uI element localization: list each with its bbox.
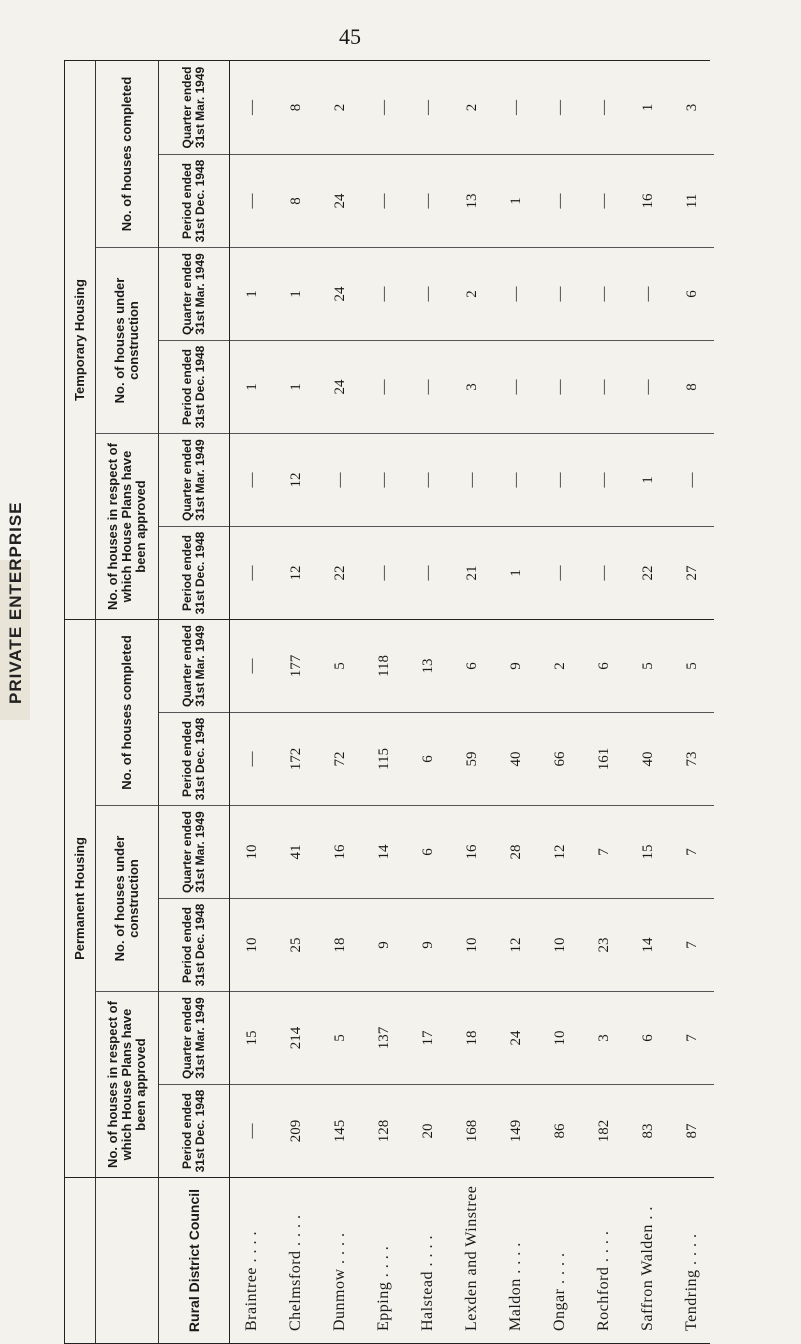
perm-construction-mar: 12: [538, 805, 582, 898]
temp-approved-mar: 12: [274, 433, 318, 526]
perm-approved-mar: 17: [406, 991, 450, 1084]
temp-construction-mar: 24: [318, 247, 362, 340]
temp-completed-header: No. of houses completed: [119, 76, 134, 232]
temp-approved-mar: —: [362, 433, 406, 526]
perm-approved-dec: 182: [582, 1084, 626, 1177]
table-row: [494, 61, 538, 1343]
temp-construction-dec: —: [626, 340, 670, 433]
district-name: Tendring . . . .: [670, 1177, 714, 1343]
table-row: [274, 61, 318, 1343]
temp-completed-dec: 13: [450, 154, 494, 247]
perm-construction-dec: 9: [362, 898, 406, 991]
temp-construction-header: No. of houses under construction: [96, 247, 158, 433]
temp-approved-mar: —: [450, 433, 494, 526]
perm-construction-dec: 7: [670, 898, 714, 991]
perm-completed-dec: 6: [406, 712, 450, 805]
period-mar-header: Quarter ended 31st Mar. 1949: [180, 66, 207, 149]
perm-completed-mar: 5: [670, 619, 714, 712]
table-row: [318, 61, 362, 1343]
temp-construction-mar: —: [362, 247, 406, 340]
perm-construction-mar: 10: [230, 805, 274, 898]
perm-construction-mar: 15: [626, 805, 670, 898]
district-name: Lexden and Winstree: [450, 1177, 494, 1343]
temp-construction-dec: 24: [318, 340, 362, 433]
period-dec-header: Period ended 31st Dec. 1948: [159, 898, 229, 991]
temp-approved-dec: —: [538, 526, 582, 619]
table-group-header-row: [64, 61, 96, 1343]
temp-completed-dec: 1: [494, 154, 538, 247]
temp-construction-mar: —: [494, 247, 538, 340]
temp-approved-dec: —: [582, 526, 626, 619]
perm-completed-mar: 6: [450, 619, 494, 712]
period-mar-header: Quarter ended 31st Mar. 1949: [159, 619, 229, 712]
district-name: Halstead . . . .: [406, 1177, 450, 1343]
temp-completed-dec: —: [230, 154, 274, 247]
temp-construction-dec: —: [582, 340, 626, 433]
temp-construction-mar: 2: [450, 247, 494, 340]
temp-completed-mar: 2: [331, 103, 348, 112]
perm-construction-mar: 6: [406, 805, 450, 898]
perm-completed-mar: 5: [318, 619, 362, 712]
perm-construction-dec: 18: [318, 898, 362, 991]
perm-approved-dec: 168: [450, 1084, 494, 1177]
table-period-header-row: [159, 61, 230, 1343]
temp-approved-dec: 21: [450, 526, 494, 619]
perm-completed-mar: —: [230, 619, 274, 712]
perm-approved-mar: 214: [274, 991, 318, 1084]
perm-completed-dec: 72: [318, 712, 362, 805]
perm-approved-mar: 18: [450, 991, 494, 1084]
temp-approved-mar: —: [318, 433, 362, 526]
temp-completed-mar: 3: [683, 103, 700, 112]
period-mar-header: Quarter ended 31st Mar. 1949: [159, 433, 229, 526]
temp-construction-dec: —: [538, 340, 582, 433]
temp-approved-dec: —: [406, 526, 450, 619]
perm-completed-mar: 118: [362, 619, 406, 712]
perm-approved-dec: 149: [494, 1084, 538, 1177]
district-name: Saffron Walden . .: [626, 1177, 670, 1343]
table-row: [362, 61, 406, 1343]
table-row: [538, 61, 582, 1343]
perm-construction-dec: 25: [274, 898, 318, 991]
temp-approved-mar: —: [406, 433, 450, 526]
temp-approved-mar: —: [582, 433, 626, 526]
temp-completed-mar: 2: [463, 103, 480, 112]
perm-construction-dec: 23: [582, 898, 626, 991]
perm-construction-dec: 9: [406, 898, 450, 991]
perm-construction-mar: 28: [494, 805, 538, 898]
perm-construction-mar: 41: [274, 805, 318, 898]
perm-completed-dec: 40: [494, 712, 538, 805]
perm-construction-mar: 7: [582, 805, 626, 898]
table-row: [450, 61, 494, 1343]
perm-approved-dec: 20: [406, 1084, 450, 1177]
perm-completed-dec: 40: [626, 712, 670, 805]
perm-approved-mar: 7: [670, 991, 714, 1084]
perm-completed-mar: 177: [274, 619, 318, 712]
temp-completed-mar: —: [243, 100, 260, 115]
perm-construction-mar: 7: [670, 805, 714, 898]
perm-construction-header: No. of houses under construction: [96, 805, 158, 991]
temp-completed-dec: —: [538, 154, 582, 247]
temp-completed-mar: —: [507, 100, 524, 115]
temp-construction-dec: —: [406, 340, 450, 433]
temp-approved-dec: 27: [670, 526, 714, 619]
period-dec-header: Period ended 31st Dec. 1948: [159, 154, 229, 247]
table-row: [626, 61, 670, 1343]
page-number: 45: [339, 24, 361, 49]
temp-completed-dec: —: [362, 154, 406, 247]
temp-completed-mar: —: [551, 100, 568, 115]
perm-approved-mar: 137: [362, 991, 406, 1084]
temp-construction-mar: 1: [230, 247, 274, 340]
temp-completed-mar: 1: [639, 103, 656, 112]
housing-table: [64, 60, 710, 1344]
perm-approved-dec: 83: [626, 1084, 670, 1177]
temp-construction-mar: 1: [274, 247, 318, 340]
temp-construction-dec: 1: [230, 340, 274, 433]
temp-construction-dec: 3: [450, 340, 494, 433]
perm-completed-mar: 5: [626, 619, 670, 712]
temp-construction-mar: —: [538, 247, 582, 340]
perm-approved-mar: 10: [538, 991, 582, 1084]
period-mar-header: Quarter ended 31st Mar. 1949: [159, 991, 229, 1084]
table-subgroup-header-row: [96, 61, 159, 1343]
temp-completed-dec: —: [406, 154, 450, 247]
district-name: Ongar . . . .: [538, 1177, 582, 1343]
perm-approved-mar: 6: [626, 991, 670, 1084]
temp-construction-mar: —: [406, 247, 450, 340]
perm-approved-dec: 86: [538, 1084, 582, 1177]
temp-construction-dec: 8: [670, 340, 714, 433]
perm-approved-header: No. of houses in respect of which House Plans have been approved: [96, 991, 158, 1177]
period-mar-header: Quarter ended 31st Mar. 1949: [159, 247, 229, 340]
temp-completed-dec: 8: [274, 154, 318, 247]
perm-construction-mar: 16: [450, 805, 494, 898]
perm-completed-dec: 59: [450, 712, 494, 805]
temp-approved-dec: 22: [626, 526, 670, 619]
perm-completed-mar: 9: [494, 619, 538, 712]
temp-completed-mar: —: [375, 100, 392, 115]
district-name: Braintree . . . .: [230, 1177, 274, 1343]
district-name: Epping . . . .: [362, 1177, 406, 1343]
district-name: Rochford . . . .: [582, 1177, 626, 1343]
temp-completed-mar: —: [419, 100, 436, 115]
perm-approved-dec: —: [230, 1084, 274, 1177]
district-name: Maldon . . . .: [494, 1177, 538, 1343]
perm-approved-mar: 5: [318, 991, 362, 1084]
perm-completed-dec: 161: [582, 712, 626, 805]
temp-construction-dec: 1: [274, 340, 318, 433]
temp-construction-mar: —: [582, 247, 626, 340]
table-row: [670, 61, 714, 1343]
temporary-housing-header: Temporary Housing: [72, 279, 87, 401]
temp-completed-dec: 16: [626, 154, 670, 247]
period-dec-header: Period ended 31st Dec. 1948: [159, 526, 229, 619]
temp-completed-dec: 24: [318, 154, 362, 247]
perm-construction-dec: 10: [538, 898, 582, 991]
perm-construction-mar: 16: [318, 805, 362, 898]
perm-construction-dec: 14: [626, 898, 670, 991]
table-row: [230, 61, 274, 1343]
period-dec-header: Period ended 31st Dec. 1948: [159, 1084, 229, 1177]
district-name: Dunmow . . . .: [318, 1177, 362, 1343]
rdc-header: Rural District Council: [159, 1177, 229, 1343]
district-name: Chelmsford . . . .: [274, 1177, 318, 1343]
temp-completed-mar: —: [595, 100, 612, 115]
perm-approved-mar: 24: [494, 991, 538, 1084]
perm-completed-mar: 6: [582, 619, 626, 712]
temp-completed-mar: 8: [287, 103, 304, 112]
permanent-housing-header: Permanent Housing: [65, 619, 95, 1177]
perm-completed-dec: 66: [538, 712, 582, 805]
edge-label: PRIVATE ENTERPRISE: [6, 501, 25, 704]
temp-approved-dec: —: [230, 526, 274, 619]
temp-approved-mar: 1: [626, 433, 670, 526]
perm-completed-mar: 2: [538, 619, 582, 712]
temp-construction-dec: —: [362, 340, 406, 433]
temp-approved-dec: 22: [318, 526, 362, 619]
table-body: [230, 61, 714, 1343]
period-dec-header: Period ended 31st Dec. 1948: [159, 340, 229, 433]
perm-approved-dec: 87: [670, 1084, 714, 1177]
perm-construction-dec: 12: [494, 898, 538, 991]
perm-approved-dec: 128: [362, 1084, 406, 1177]
temp-construction-dec: —: [494, 340, 538, 433]
perm-construction-dec: 10: [450, 898, 494, 991]
temp-construction-mar: 6: [670, 247, 714, 340]
temp-approved-mar: —: [230, 433, 274, 526]
temp-approved-mar: —: [494, 433, 538, 526]
perm-approved-dec: 209: [274, 1084, 318, 1177]
perm-completed-dec: 73: [670, 712, 714, 805]
perm-approved-mar: 3: [582, 991, 626, 1084]
perm-construction-mar: 14: [362, 805, 406, 898]
perm-approved-mar: 15: [230, 991, 274, 1084]
perm-construction-dec: 10: [230, 898, 274, 991]
temp-approved-dec: —: [362, 526, 406, 619]
table-row: [406, 61, 450, 1343]
perm-completed-header: No. of houses completed: [96, 619, 158, 805]
perm-completed-dec: 115: [362, 712, 406, 805]
perm-completed-dec: —: [230, 712, 274, 805]
temp-approved-mar: —: [670, 433, 714, 526]
perm-completed-mar: 13: [406, 619, 450, 712]
temp-construction-mar: —: [626, 247, 670, 340]
period-mar-header: Quarter ended 31st Mar. 1949: [159, 805, 229, 898]
temp-approved-dec: 1: [494, 526, 538, 619]
perm-completed-dec: 172: [274, 712, 318, 805]
temp-completed-dec: 11: [670, 154, 714, 247]
temp-completed-dec: —: [582, 154, 626, 247]
temp-approved-dec: 12: [274, 526, 318, 619]
temp-approved-header: No. of houses in respect of which House Plans have been approved: [96, 433, 158, 619]
perm-approved-dec: 145: [318, 1084, 362, 1177]
temp-approved-mar: —: [538, 433, 582, 526]
table-row: [582, 61, 626, 1343]
period-dec-header: Period ended 31st Dec. 1948: [159, 712, 229, 805]
